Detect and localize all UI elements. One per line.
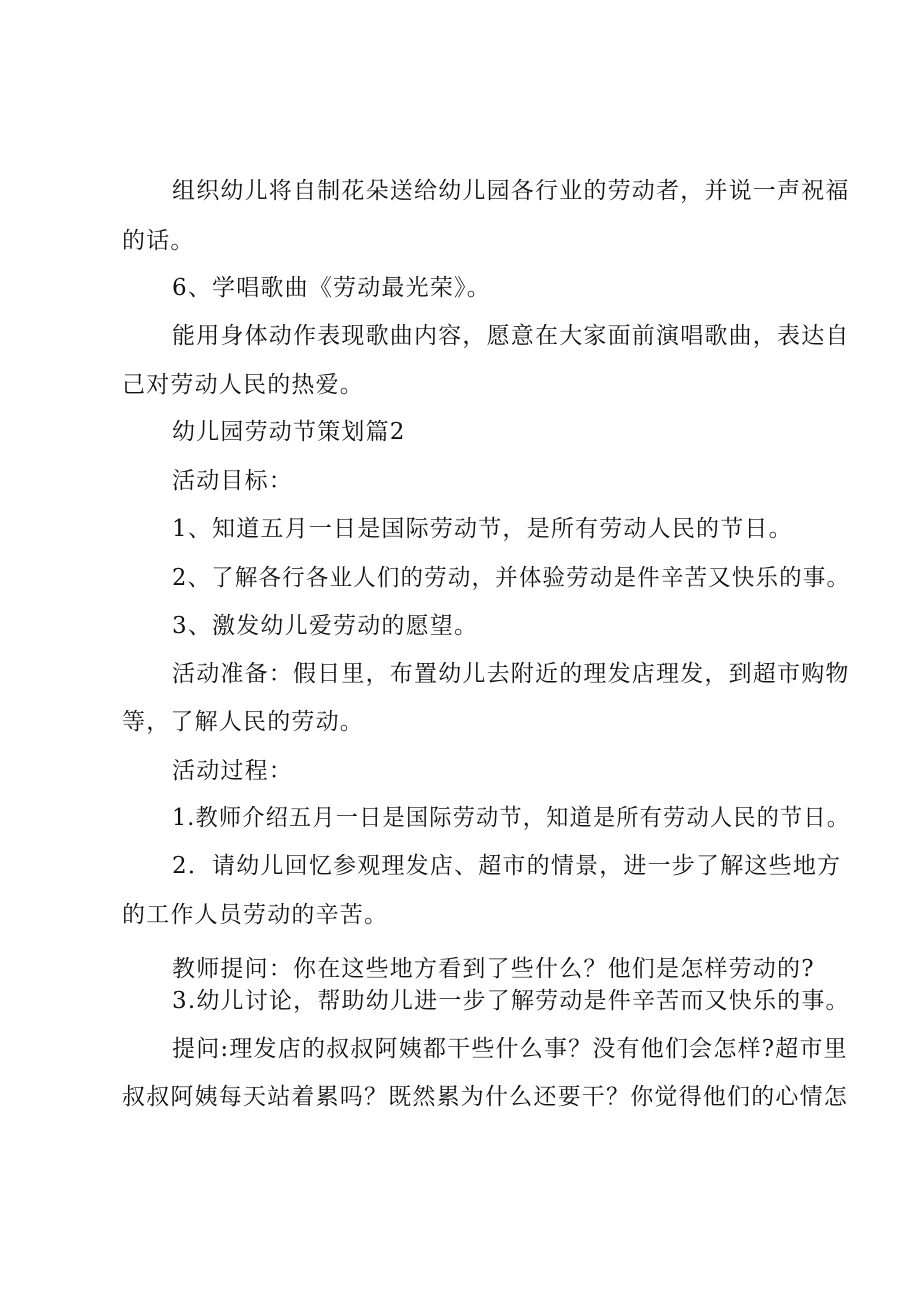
subheading-activity-goals: 活动目标： [172, 468, 293, 494]
paragraph-line: 的工作人员劳动的辛苦。 [122, 902, 389, 928]
paragraph-line: 等，了解人民的劳动。 [122, 709, 364, 735]
list-item: 2、了解各行各业人们的劳动，并体验劳动是件辛苦又快乐的事。 [172, 565, 851, 591]
paragraph-line: 提问:理发店的叔叔阿姨都干些什么事？没有他们会怎样?超市里 [172, 1036, 848, 1062]
subheading-activity-process: 活动过程： [172, 758, 293, 784]
list-item: 2．请幼儿回忆参观理发店、超市的情景，进一步了解这些地方 [172, 853, 842, 879]
paragraph-line: 活动准备：假日里，布置幼儿去附近的理发店理发，到超市购物 [172, 661, 850, 687]
paragraph-line: 己对劳动人民的热爱。 [122, 372, 364, 398]
paragraph-line: 的话。 [122, 228, 195, 254]
list-item: 1、知道五月一日是国际劳动节，是所有劳动人民的节日。 [172, 516, 793, 542]
list-item: 3、激发幼儿爱劳动的愿望。 [172, 613, 479, 639]
list-item: 6、学唱歌曲《劳动最光荣》。 [172, 275, 491, 301]
paragraph-line: 教师提问：你在这些地方看到了些什么？他们是怎样劳动的? [172, 956, 815, 982]
list-item: 1.教师介绍五月一日是国际劳动节，知道是所有劳动人民的节日。 [172, 805, 851, 831]
list-item: 3.幼儿讨论，帮助幼儿进一步了解劳动是件辛苦而又快乐的事。 [172, 988, 850, 1014]
paragraph-line: 能用身体动作表现歌曲内容，愿意在大家面前演唱歌曲，表达自 [172, 323, 850, 349]
section-heading: 幼儿园劳动节策划篇2 [172, 419, 406, 445]
paragraph-line: 组织幼儿将自制花朵送给幼儿园各行业的劳动者，并说一声祝福 [172, 178, 850, 204]
paragraph-line: 叔叔阿姨每天站着累吗？既然累为什么还要干？你觉得他们的心情怎 [122, 1084, 848, 1110]
